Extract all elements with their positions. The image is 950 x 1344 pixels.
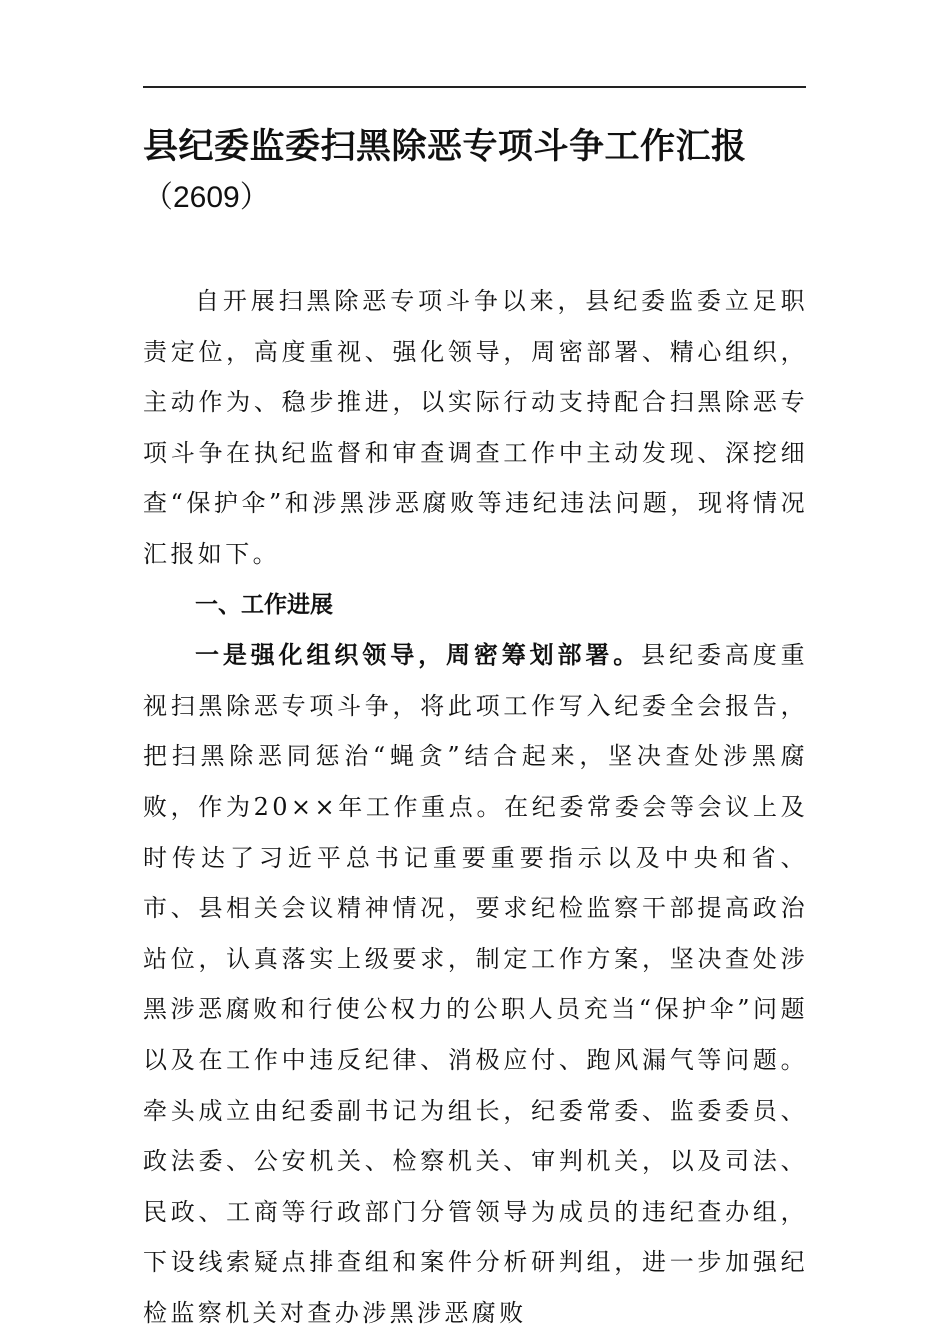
paragraph-lead: 一是强化组织领导，周密筹划部署。: [195, 640, 642, 670]
header-rule: [143, 86, 806, 88]
document-number: （2609）: [143, 181, 270, 214]
section-heading: 一、工作进展: [195, 591, 333, 618]
document-title: 县纪委监委扫黑除恶专项斗争工作汇报: [143, 126, 747, 167]
work-progress-paragraph: [143, 630, 808, 1338]
document-body: [143, 276, 808, 1338]
intro-paragraph: 自开展扫黑除恶专项斗争以来，县纪委监委立足职责定位，高度重视、强化领导，周密部署、精心组织，主动作为、稳步推进，以实际行动支持配合扫黑除恶专项斗争在执纪监督和审查调查工作中主动发现、深挖细查“保护伞”和涉黑涉恶腐败等违纪违法问题，现将情况汇报如下。: [143, 287, 808, 568]
paragraph-body: 县纪委高度重视扫黑除恶专项斗争，将此项工作写入纪委全会报告，把扫黑除恶同惩治“蝇贪”结合起来，坚决查处涉黑腐败，作为20××年工作重点。在纪委常委会等会议上及时传达了习近平总书记重要重要指示以及中央和省、市、县相关会议精神情况，要求纪检监察干部提高政治站位，认真落实上级要求，制定工作方案，坚决查处涉黑涉恶腐败和行使公权力的公职人员充当“保护伞”问题以及在工作中违反纪律、消极应付、跑风漏气等问题。牵头成立由纪委副书记为组长，纪委常委、监委委员、政法委、公安机关、检察机关、审判机关，以及司法、民政、工商等行政部门分管领导为成员的违纪查办组，下设线索疑点排查组和案件分析研判组，进一步加强纪检监察机关对查办涉黑涉恶腐败: [143, 641, 808, 1327]
